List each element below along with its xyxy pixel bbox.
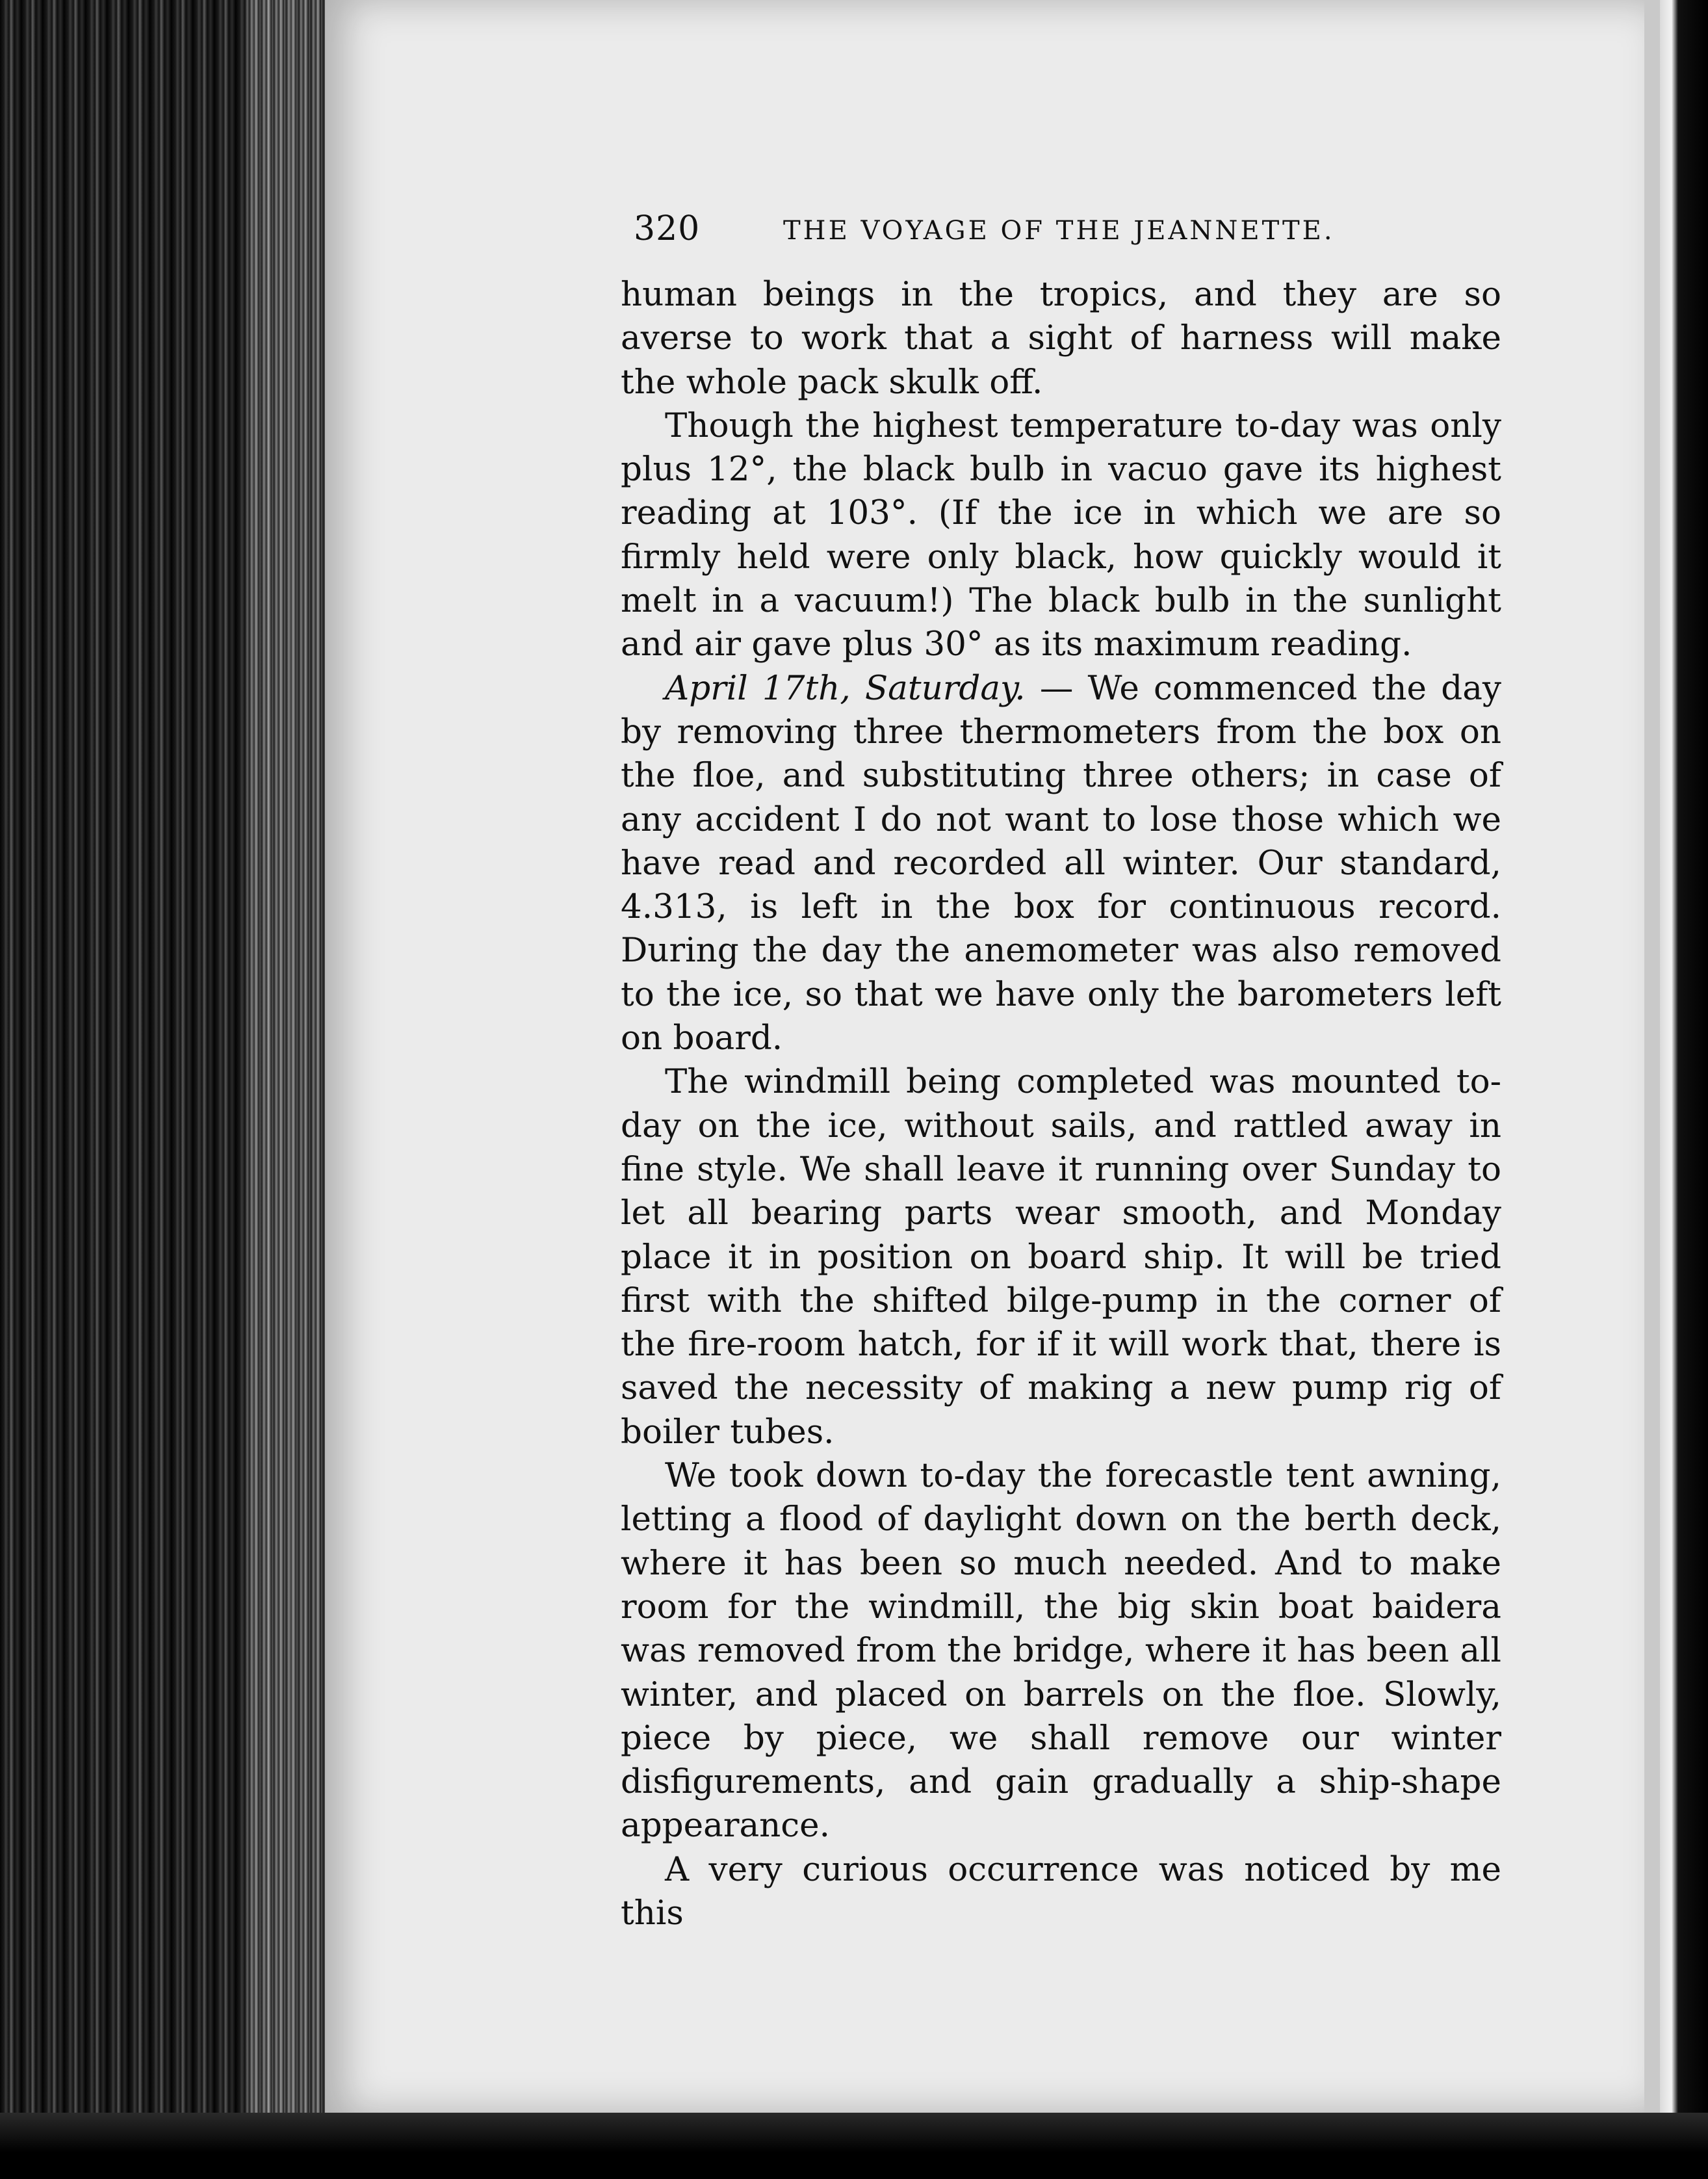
paragraph: The windmill being completed was mounted to-day on the ice, without sails, and rattled away in fine style. We shall leave it running over Sunday to let all bearing parts wear smooth, and Monday place it in position on board ship. It will be tried first with the shifted bilge-pump in the corner of the fire-room hatch, for if it will work that, there is saved the necessity of making a new pump rig of boiler tubes. bbox=[621, 1062, 1501, 1452]
running-title: THE VOYAGE OF THE JEANNETTE. bbox=[783, 216, 1335, 246]
facing-page-edge bbox=[1659, 0, 1708, 2179]
bottom-shadow bbox=[0, 2113, 1708, 2179]
paragraph: Though the highest temperature to-day was only plus 12°, the black bulb in vacuo gave its highest reading at 103°. (If the ice in which we are so firmly held were only black, how quickly would it melt in a vacuum!) The black bulb in the sunlight and air gave plus 30° as its maximum reading. bbox=[621, 406, 1501, 664]
page-header bbox=[634, 209, 1355, 255]
entry-text: — We commenced the day by removing three thermometers from the box on the floe, and substituting three others; in case of any accident I do not want to lose those which we have read and recorded all winter. Our standard, 4.313, is left in the box for continuous record. During the day the anemometer was also removed to the ice, so that we have only the barometers left on board. bbox=[621, 668, 1501, 1058]
paragraph: human beings in the tropics, and they are so averse to work that a sight of harness will make the whole pack skulk off. bbox=[621, 275, 1501, 402]
paragraph: We took down to-day the forecastle tent awning, letting a flood of daylight down on the berth deck, where it has been so much needed. And to make room for the windmill, the big skin boat baidera was removed from the bridge, where it has been all winter, and placed on barrels on the floe. Slowly, piece by piece, we shall remove our winter disfigurements, and gain gradually a ship-shape appearance. bbox=[621, 1456, 1501, 1846]
page-block-edge bbox=[247, 0, 325, 2179]
body-text bbox=[621, 273, 1501, 1935]
page-number: 320 bbox=[634, 209, 701, 248]
paragraph: A very curious occurrence was noticed by me this bbox=[621, 1849, 1501, 1933]
entry-date: April 17th, Saturday. bbox=[665, 668, 1026, 708]
paragraph-dated-entry bbox=[621, 667, 1501, 1061]
